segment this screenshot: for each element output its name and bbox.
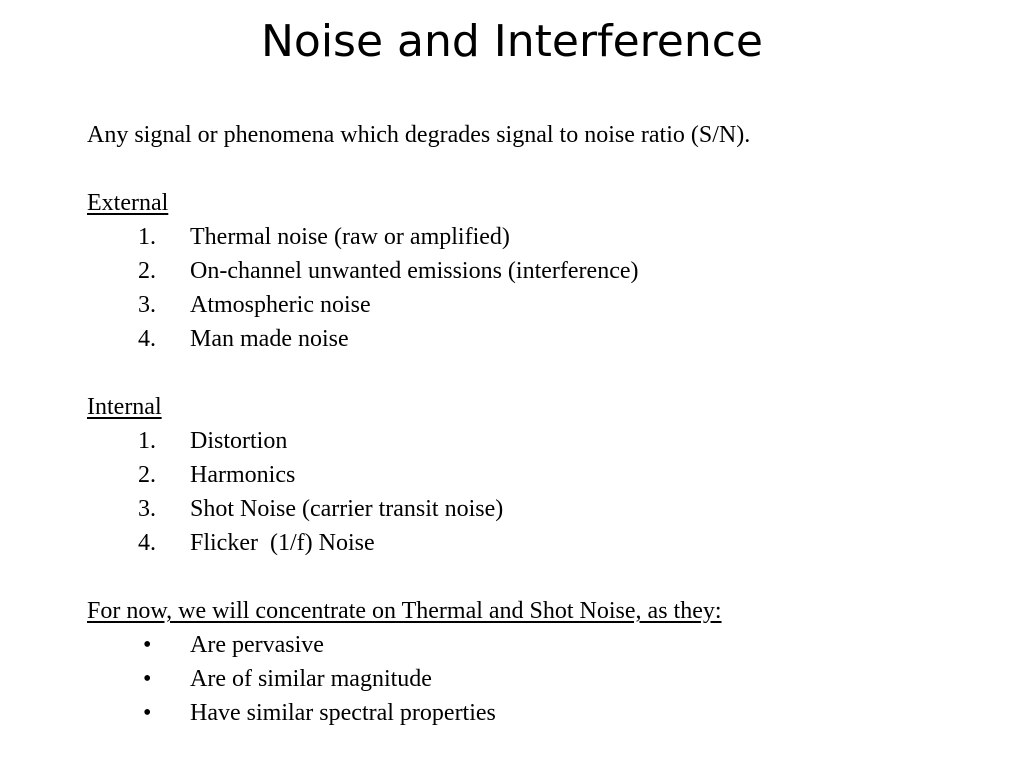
list-item-text: Shot Noise (carrier transit noise) [190, 496, 504, 522]
spacer [87, 152, 987, 186]
list-item-text: Harmonics [190, 462, 296, 488]
list-number: 1. [138, 428, 156, 454]
list-number: 3. [138, 496, 156, 522]
internal-heading: Internal [87, 394, 162, 420]
list-item [87, 628, 987, 662]
list-item [87, 254, 987, 288]
list-item [87, 662, 987, 696]
list-item [87, 424, 987, 458]
list-number: 1. [138, 224, 156, 250]
list-item-text: Distortion [190, 428, 288, 454]
list-number: 2. [138, 258, 156, 284]
list-number: 4. [138, 326, 156, 352]
list-item-text: Are of similar magnitude [190, 666, 432, 692]
list-item-text: Atmospheric noise [190, 292, 371, 318]
intro-text: Any signal or phenomena which degrades signal to noise ratio (S/N). [87, 122, 751, 148]
list-item [87, 526, 987, 560]
list-item [87, 492, 987, 526]
list-item [87, 696, 987, 730]
internal-list [87, 424, 987, 560]
list-number: 3. [138, 292, 156, 318]
spacer [87, 560, 987, 594]
spacer [87, 356, 987, 390]
concentrate-list [87, 628, 987, 730]
slide-title: Noise and Interference [261, 16, 763, 67]
slide-body [87, 118, 987, 730]
list-item-text: Thermal noise (raw or amplified) [190, 224, 510, 250]
external-heading: External [87, 190, 169, 216]
list-item-text: Are pervasive [190, 632, 324, 658]
bullet-icon: • [143, 632, 152, 658]
list-item [87, 220, 987, 254]
external-list [87, 220, 987, 356]
concentrate-heading: For now, we will concentrate on Thermal and Shot Noise, as they: [87, 598, 722, 624]
list-item-text: On-channel unwanted emissions (interference) [190, 258, 639, 284]
list-item [87, 322, 987, 356]
list-item-text: Flicker (1/f) Noise [190, 530, 375, 556]
bullet-icon: • [143, 666, 152, 692]
list-item-text: Man made noise [190, 326, 349, 352]
list-number: 4. [138, 530, 156, 556]
list-item [87, 458, 987, 492]
bullet-icon: • [143, 700, 152, 726]
list-item [87, 288, 987, 322]
list-number: 2. [138, 462, 156, 488]
list-item-text: Have similar spectral properties [190, 700, 496, 726]
